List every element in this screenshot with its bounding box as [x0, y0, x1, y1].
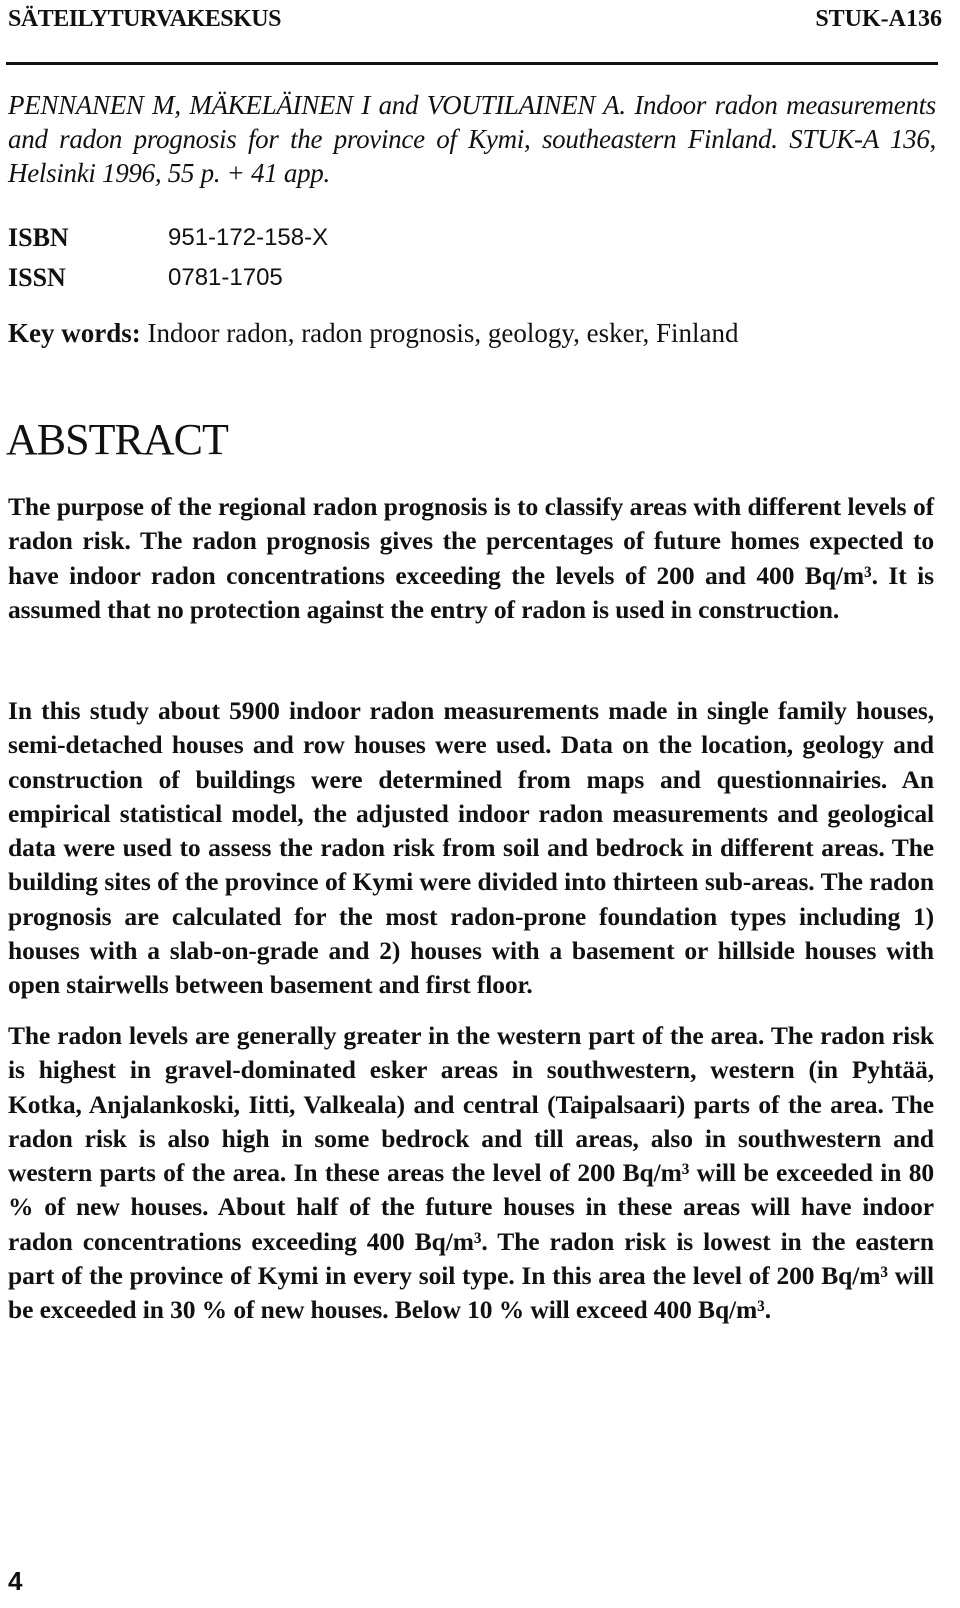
keywords-line	[8, 316, 739, 350]
header-organization: SÄTEILYTURVAKESKUS	[8, 6, 281, 32]
abstract-heading: ABSTRACT	[6, 415, 228, 464]
abstract-paragraph-3: The radon levels are generally greater in the western part of the area. The radon risk is highest in gravel-dominated esker areas in southwestern, western (in Pyhtää, Kotka, Anjalankoski, Iitti, Valkeala) and central (Taipalsaari) parts of the area. The radon risk is also high in some bedrock and till areas, also in southwestern and western parts of the area. In these areas the level of 200 Bq/m³ will be exceeded in 80 % of new houses. About half of the future houses in these areas will have indoor radon concentrations exceeding 400 Bq/m³. The radon risk is lowest in the eastern part of the province of Kymi in every soil type. In this area the level of 200 Bq/m³ will be exceeded in 30 % of new houses. Below 10 % will exceed 400 Bq/m³.	[8, 1021, 934, 1325]
isbn-row	[8, 218, 328, 258]
issn-value: 0781-1705	[168, 264, 283, 291]
isbn-label: ISBN	[8, 223, 69, 252]
issn-label: ISSN	[8, 263, 66, 292]
isbn-value: 951-172-158-X	[168, 224, 329, 251]
identifiers-block	[8, 218, 328, 298]
keywords-value: Indoor radon, radon prognosis, geology, esker, Finland	[147, 318, 739, 348]
issn-row	[8, 258, 328, 298]
abstract-paragraph-1: The purpose of the regional radon prognosis is to classify areas with different levels of radon risk. The radon prognosis gives the percentages of future homes expected to have indoor radon concentrations exceeding the levels of 200 and 400 Bq/m³. It is assumed that no protection against the entry of radon is used in construction.	[8, 492, 934, 624]
header-report-code: STUK-A136	[815, 6, 942, 32]
header-divider	[6, 62, 938, 65]
abstract-paragraph-2: In this study about 5900 indoor radon measurements made in single family houses, semi-detached houses and row houses were used. Data on the location, geology and construction of buildings were determined from maps and questionnairies. An empirical statistical model, the adjusted indoor radon measurements and geological data were used to assess the radon risk from soil and bedrock in different areas. The building sites of the province of Kymi were divided into thirteen sub-areas. The radon prognosis are calculated for the most radon-prone foundation types including 1) houses with a slab-on-grade and 2) houses with a basement or hillside houses with open stairwells between basement and first floor.	[8, 696, 934, 1000]
page-number: 4	[8, 1566, 23, 1596]
citation: PENNANEN M, MÄKELÄINEN I and VOUTILAINEN A. Indoor radon measurements and radon prognosis for the province of Kymi, southeastern Finland. STUK-A 136, Helsinki 1996, 55 p. + 41 app.	[8, 90, 936, 188]
keywords-label: Key words:	[8, 318, 141, 348]
